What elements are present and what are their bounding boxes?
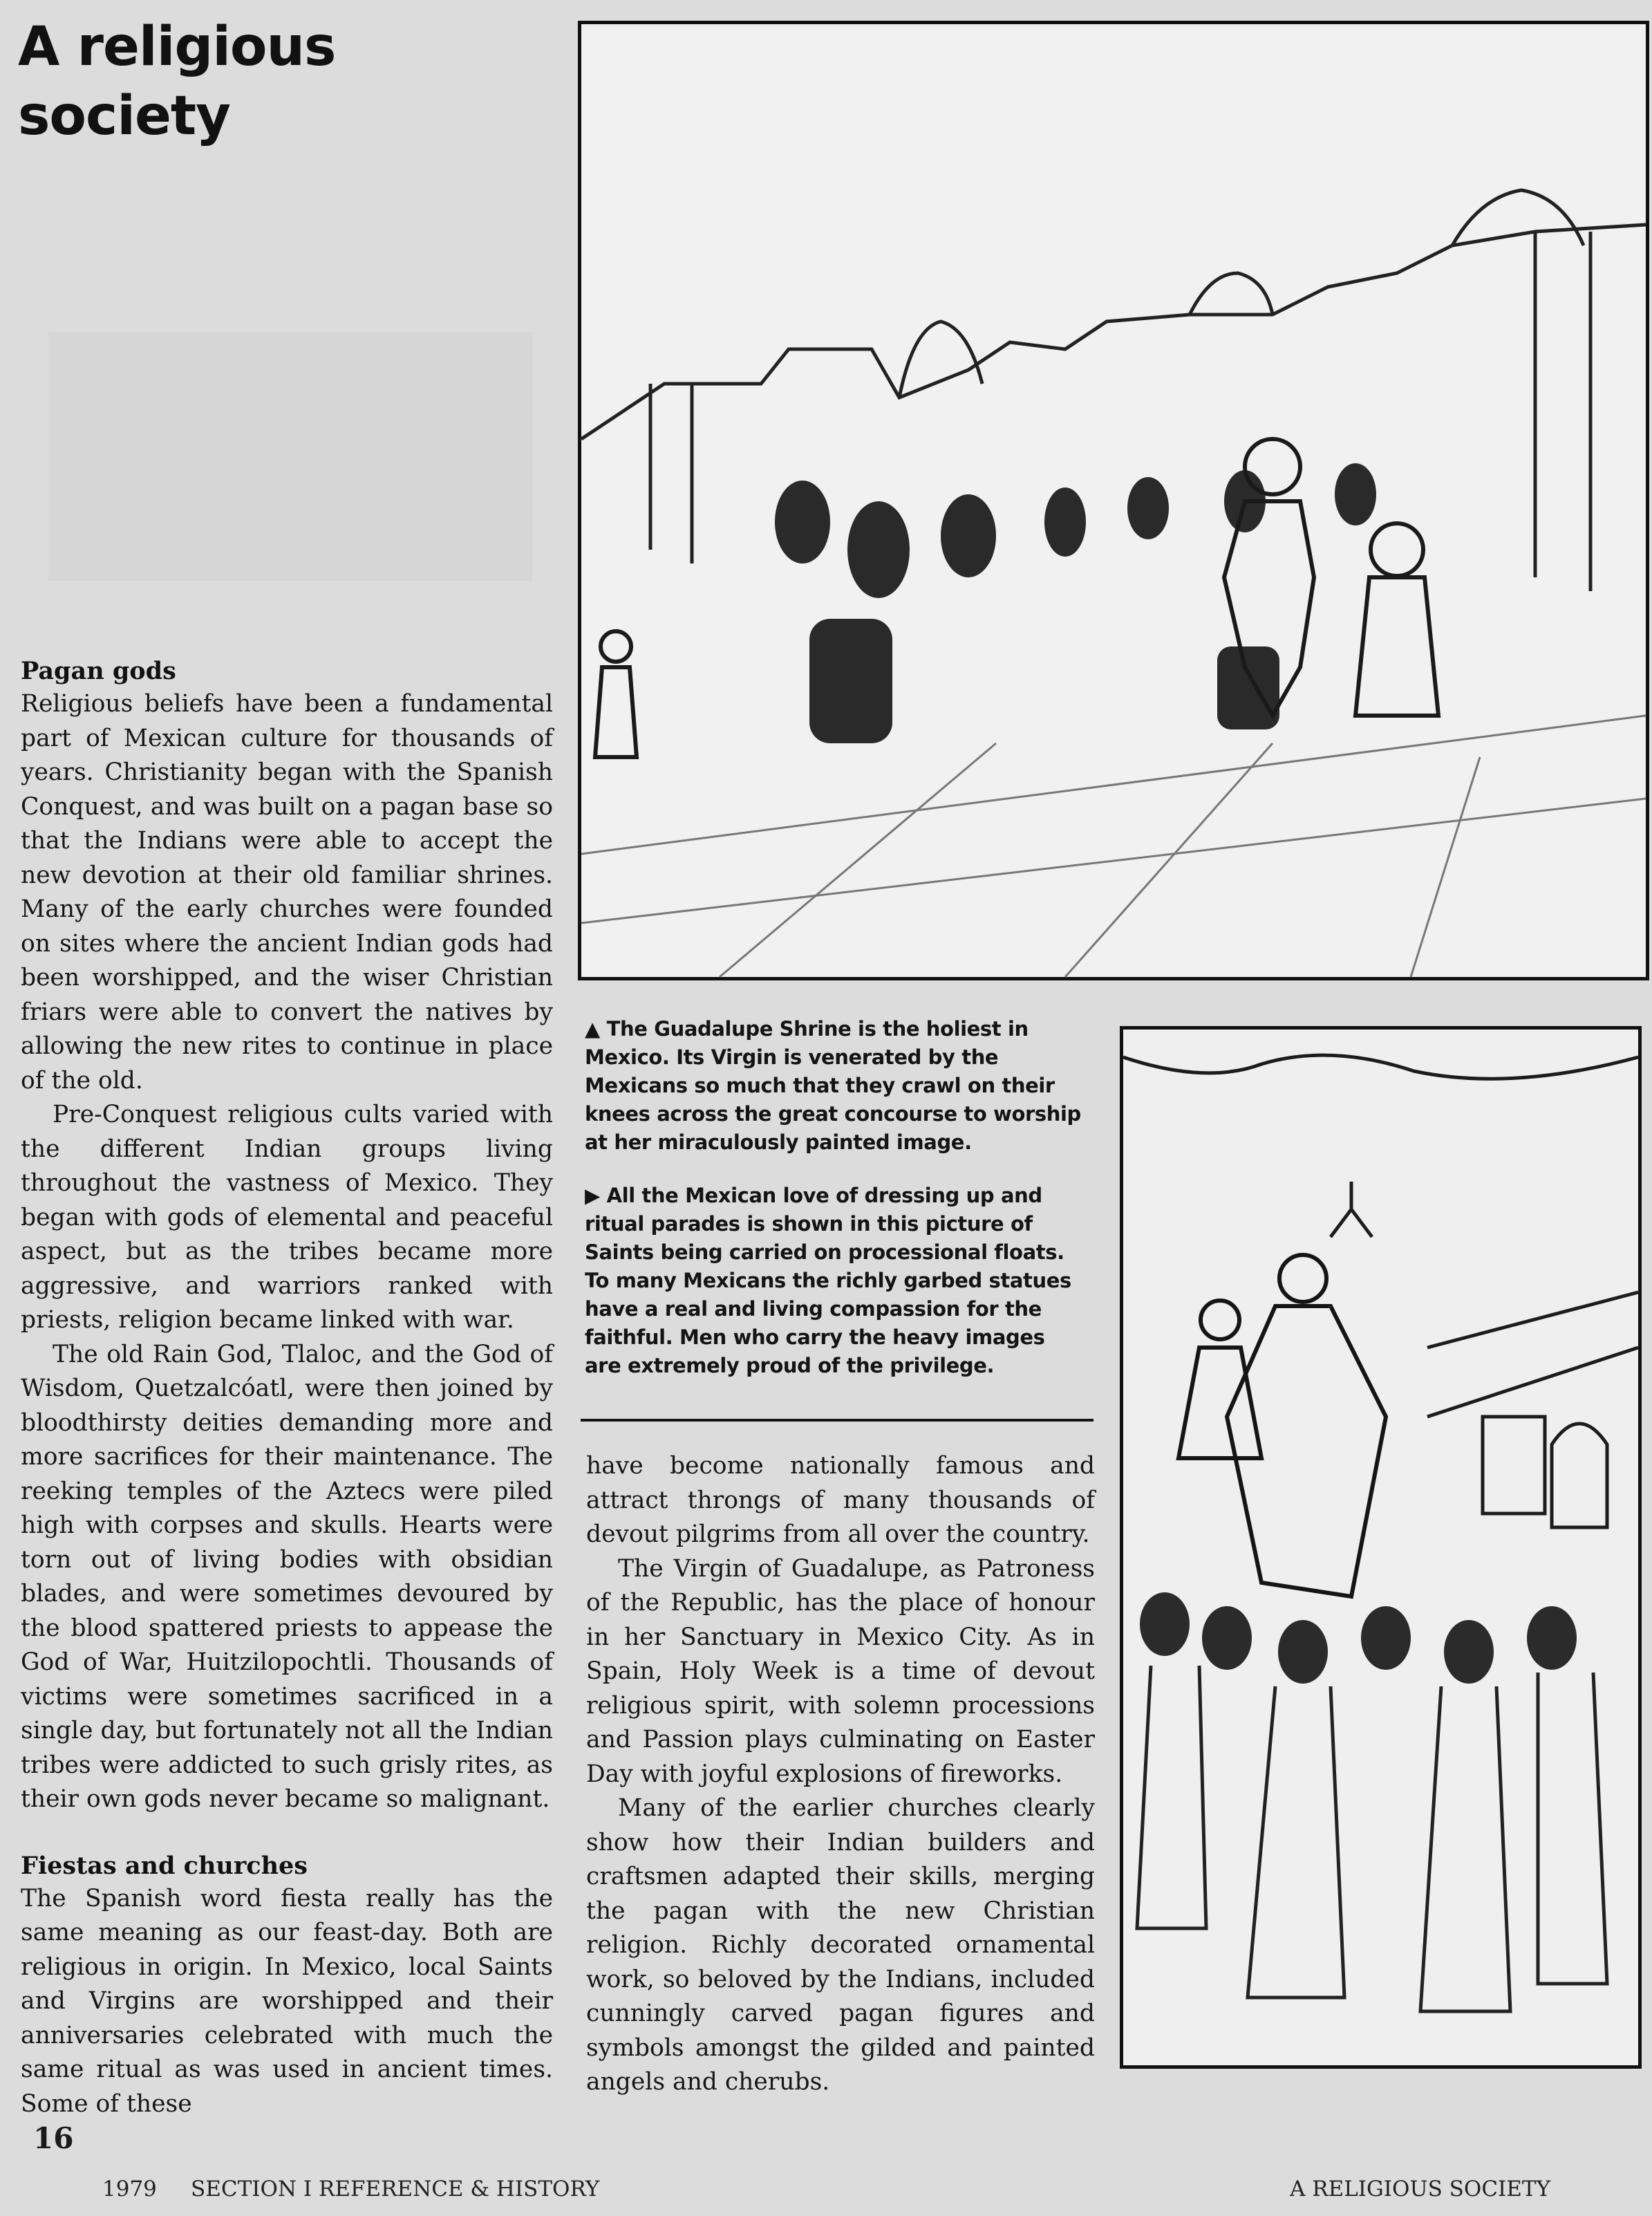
paragraph: have become nationally famous and attract throngs of many thousands of devout pilgrims from all over the country. — [586, 1452, 1095, 1548]
caption-shrine — [585, 1015, 1082, 1157]
paragraph: The old Rain God, Tlaloc, and the God of Wisdom, Quetzalcóatl, were then joined by bloodthirsty deities demanding more and more sacrifices for their maintenance. The reeking temples of the Aztecs were piled high with corpses and skulls. Hearts were torn out of living bodies with obsidian blades, and were sometimes devoured by the blood spattered priests to appease the God of War, Huitzilopochtli. Thousands of victims were sometimes sacrificed in a single day, but fortunately not all the Indian tribes were addicted to such grisly rites, as their own gods never became so malignant. — [21, 1340, 553, 1813]
up-arrow-icon: ▲ — [585, 1017, 600, 1041]
shrine-plaza-image — [581, 24, 1646, 977]
page-title-line-2: society — [18, 85, 231, 147]
page-title-line-1: A religious — [18, 16, 336, 78]
paragraph: The Virgin of Guadalupe, as Patroness of the Republic, has the place of honour in her Sanctuary in Mexico City. As in Spain, Holy Week is a time of devout religious spirit, with solemn processions and Passion plays culminating on Easter Day with joyful explosions of fireworks. — [586, 1554, 1095, 1788]
middle-column — [586, 1449, 1095, 2100]
procession-image — [1123, 1030, 1638, 2065]
right-arrow-icon: ▶ — [585, 1184, 600, 1207]
left-column — [21, 655, 553, 2121]
paragraph: Pre-Conquest religious cults varied with the different Indian groups living throughout the vastness of Mexico. They began with gods of elemental and peaceful aspect, but as the tribes became more aggressive, and warriors ranked with priests, religion became linked with war. — [21, 1101, 553, 1334]
caption-text: All the Mexican love of dressing up and ritual parades is shown in this picture of Saints being carried on processional floats. To many Mexicans the richly garbed statues have a real and living compassion for the faithful. Men who carry the heavy images are extremely proud of the privilege. — [585, 1184, 1071, 1377]
footer-running-title: A RELIGIOUS SOCIETY — [1290, 2177, 1551, 2201]
section-heading-fiestas: Fiestas and churches — [21, 1851, 308, 1880]
footer-year: 1979 — [102, 2177, 157, 2201]
paragraph: The Spanish word fiesta really has the same meaning as our feast-day. Both are religious in origin. In Mexico, local Saints and Virgins are worshipped and their anniversaries celebrated with much the same ritual as was used in ancient times. Some of these — [21, 1884, 553, 2118]
page-title — [18, 12, 557, 147]
footer-section: SECTION I REFERENCE & HISTORY — [191, 2177, 600, 2201]
paragraph: Many of the earlier churches clearly show how their Indian builders and craftsmen adapted their skills, merging the pagan with the new Christian religion. Richly decorated ornamental work, so beloved by the Indians, included cunningly carved pagan figures and symbols amongst the gilded and painted angels and cherubs. — [586, 1794, 1095, 2096]
section-heading-pagan-gods: Pagan gods — [21, 657, 176, 685]
section-body-pagan-gods — [21, 687, 553, 1817]
caption-text: The Guadalupe Shrine is the holiest in Mexico. Its Virgin is venerated by the Mexicans so much that they crawl on their knees across the great concourse to worship at her miraculously painted image. — [585, 1017, 1081, 1154]
paragraph: Religious beliefs have been a fundamental part of Mexican culture for thousands of years. Christianity began with the Spanish Conquest, and was built on a pagan base so that the Indians were able to accept the new devotion at their old familiar shrines. Many of the early churches were founded on sites where the ancient Indian gods had been worshipped, and the wiser Christian friars were able to convert the natives by allowing the new rites to continue in place of the old. — [21, 690, 553, 1095]
page-number: 16 — [33, 2121, 74, 2155]
guadalupe-shrine-photo — [578, 21, 1649, 980]
column-divider — [581, 1419, 1093, 1422]
procession-photo — [1120, 1026, 1642, 2069]
faded-background-panel — [48, 332, 532, 581]
photo-captions — [585, 1015, 1082, 1405]
section-body-fiestas — [21, 1882, 553, 2122]
caption-procession — [585, 1182, 1082, 1380]
